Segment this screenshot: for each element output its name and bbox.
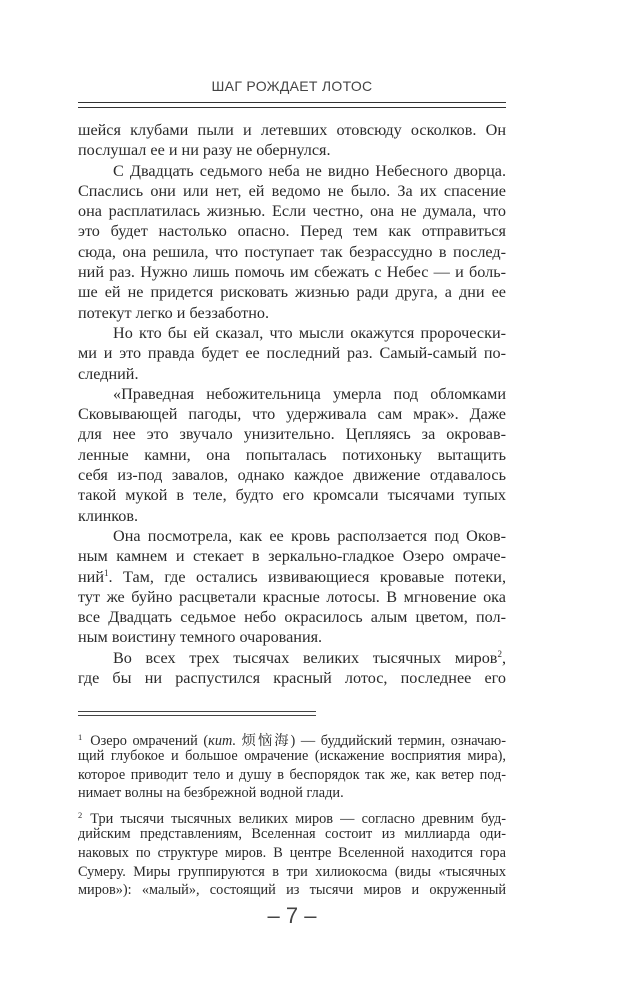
footnote-number: 1 [78, 732, 83, 742]
text-line [78, 161, 506, 181]
text-line [78, 323, 506, 343]
line-text: Спаслись они или нет, ей ведомо не было. За их спасение [78, 181, 506, 200]
line-text: Она посмотрела, как ее кровь расползается под Оков- [113, 526, 506, 545]
text-line [78, 567, 506, 587]
text-line [78, 221, 506, 241]
text-line [78, 627, 506, 647]
line-text: все Двадцать седьмое небо окрасилось алым цветом, пол- [78, 608, 506, 627]
line-text: миров»): «малый», состоящий из тысячи миров и окруженный [78, 882, 506, 899]
text-line [78, 364, 506, 384]
text-line [78, 343, 506, 363]
line-text: Сумеру. Миры группируются в три хилиокосма (виды «тысячных [78, 863, 506, 880]
line-text: нимает волны на безбрежной водной глади. [78, 785, 344, 802]
line-text: 烦恼海) — буддийский термин, означаю- [236, 733, 506, 749]
line-text: ше ей не придется рисковать жизнью ради друга, а дни ее [78, 283, 506, 302]
text-line [78, 825, 506, 844]
text-line [78, 181, 506, 201]
line-text: шейся клубами пыли и летевших отовсюду осколков. Он [78, 121, 506, 139]
line-text: ным воистину темного очарования. [78, 628, 323, 647]
line-text: дийским представлениям, Вселенная состоит из миллиарда оди- [78, 825, 506, 842]
text-line [78, 863, 506, 882]
text-line [78, 881, 506, 900]
text-line [78, 668, 506, 688]
text-line [78, 465, 506, 485]
text-line [78, 384, 506, 404]
text-line [78, 587, 506, 607]
text-line [78, 140, 506, 160]
line-text: ми и это правда будет ее последний раз. Самый-самый по- [78, 344, 506, 363]
line-text: ний [78, 567, 104, 586]
line-text: тут же буйно расцветали красные лотосы. В мгновение ока [78, 587, 506, 606]
footnotes [78, 728, 506, 900]
text-line [78, 728, 506, 747]
line-text: кит. [208, 733, 237, 749]
line-text: она расплатилась жизнью. Если честно, она не думала, что [78, 202, 506, 221]
running-header: ШАГ РОЖДАЕТ ЛОТОС [211, 78, 373, 94]
footnote-separator [78, 711, 316, 716]
body-text [78, 120, 506, 688]
line-text: это будет настолько опасно. Перед тем как отправиться [78, 222, 506, 241]
footnote-ref[interactable]: 2 [497, 648, 502, 659]
line-text: сюда, она решила, что поступает так безрассудно в послед- [78, 242, 506, 261]
line-text: где бы ни распустился красный лотос, последнее его [78, 669, 506, 688]
line-text: С Двадцать седьмого неба не видно Небесного дворца. [113, 161, 506, 180]
footnote-number: 2 [78, 810, 83, 821]
text-line [78, 806, 506, 828]
header-double-rule [78, 102, 506, 108]
line-text: Сковывающей пагоды, что удерживала сам мрак». Даже [78, 405, 506, 424]
text-line [78, 526, 506, 546]
line-text: «Праведная небожительница умерла под обломками [113, 384, 506, 403]
text-line [78, 506, 506, 526]
line-text: потекут легко и беззаботно. [78, 303, 270, 322]
line-text: Но кто бы ей сказал, что мысли окажутся пророчески- [113, 323, 506, 342]
text-line [78, 404, 506, 424]
line-text: наковых по структуре миров. В центре Вселенной находится гора [78, 844, 506, 861]
line-text: для нее это звучало унизительно. Цепляясь за окровав- [78, 425, 506, 444]
footnote-ref[interactable]: 1 [104, 567, 109, 578]
line-text: клинков. [78, 506, 139, 525]
line-text: послушал ее и ни разу не обернулся. [78, 141, 331, 160]
line-text: такой мукой в теле, будто его кромсали тысячами тупых [78, 486, 506, 505]
text-line [78, 844, 506, 863]
text-line [78, 607, 506, 627]
line-text: щий глубокое и большое омрачение (искажение восприятия мира), [78, 747, 506, 764]
text-line [78, 445, 506, 465]
text-line [78, 201, 506, 221]
line-text: Озеро омрачений ( [90, 733, 209, 749]
line-text: ным камнем и стекает в зеркально-гладкое Озеро омраче- [78, 547, 506, 566]
text-line [78, 262, 506, 282]
line-text: . Там, где остались извивающиеся кровавые потеки, [108, 567, 506, 586]
text-line [78, 242, 506, 262]
line-text: ленные камни, она попыталась потихоньку вытащить [78, 445, 506, 464]
text-line [78, 485, 506, 505]
text-line [78, 784, 506, 803]
line-text: которое приводит тело и душу в беспорядок так же, как ветер под- [78, 766, 506, 783]
page-number: – 7 – [267, 903, 317, 928]
line-text: Три тысячи тысячных великих миров — согласно древним буд- [90, 811, 506, 828]
text-line [78, 424, 506, 444]
line-text: , [501, 648, 506, 667]
text-line [78, 747, 506, 766]
text-line [78, 120, 506, 140]
text-line [78, 648, 506, 668]
line-text: следний. [78, 364, 139, 383]
text-line [78, 303, 506, 323]
line-text: ний раз. Нужно лишь помочь им сбежать с Небес — и боль- [78, 263, 506, 282]
line-text: себя из-под завалов, однако каждое движение отдавалось [78, 466, 506, 485]
text-line [78, 766, 506, 785]
line-text: Во всех трех тысячах великих тысячных миров [113, 648, 498, 667]
text-line [78, 546, 506, 566]
text-line [78, 282, 506, 302]
